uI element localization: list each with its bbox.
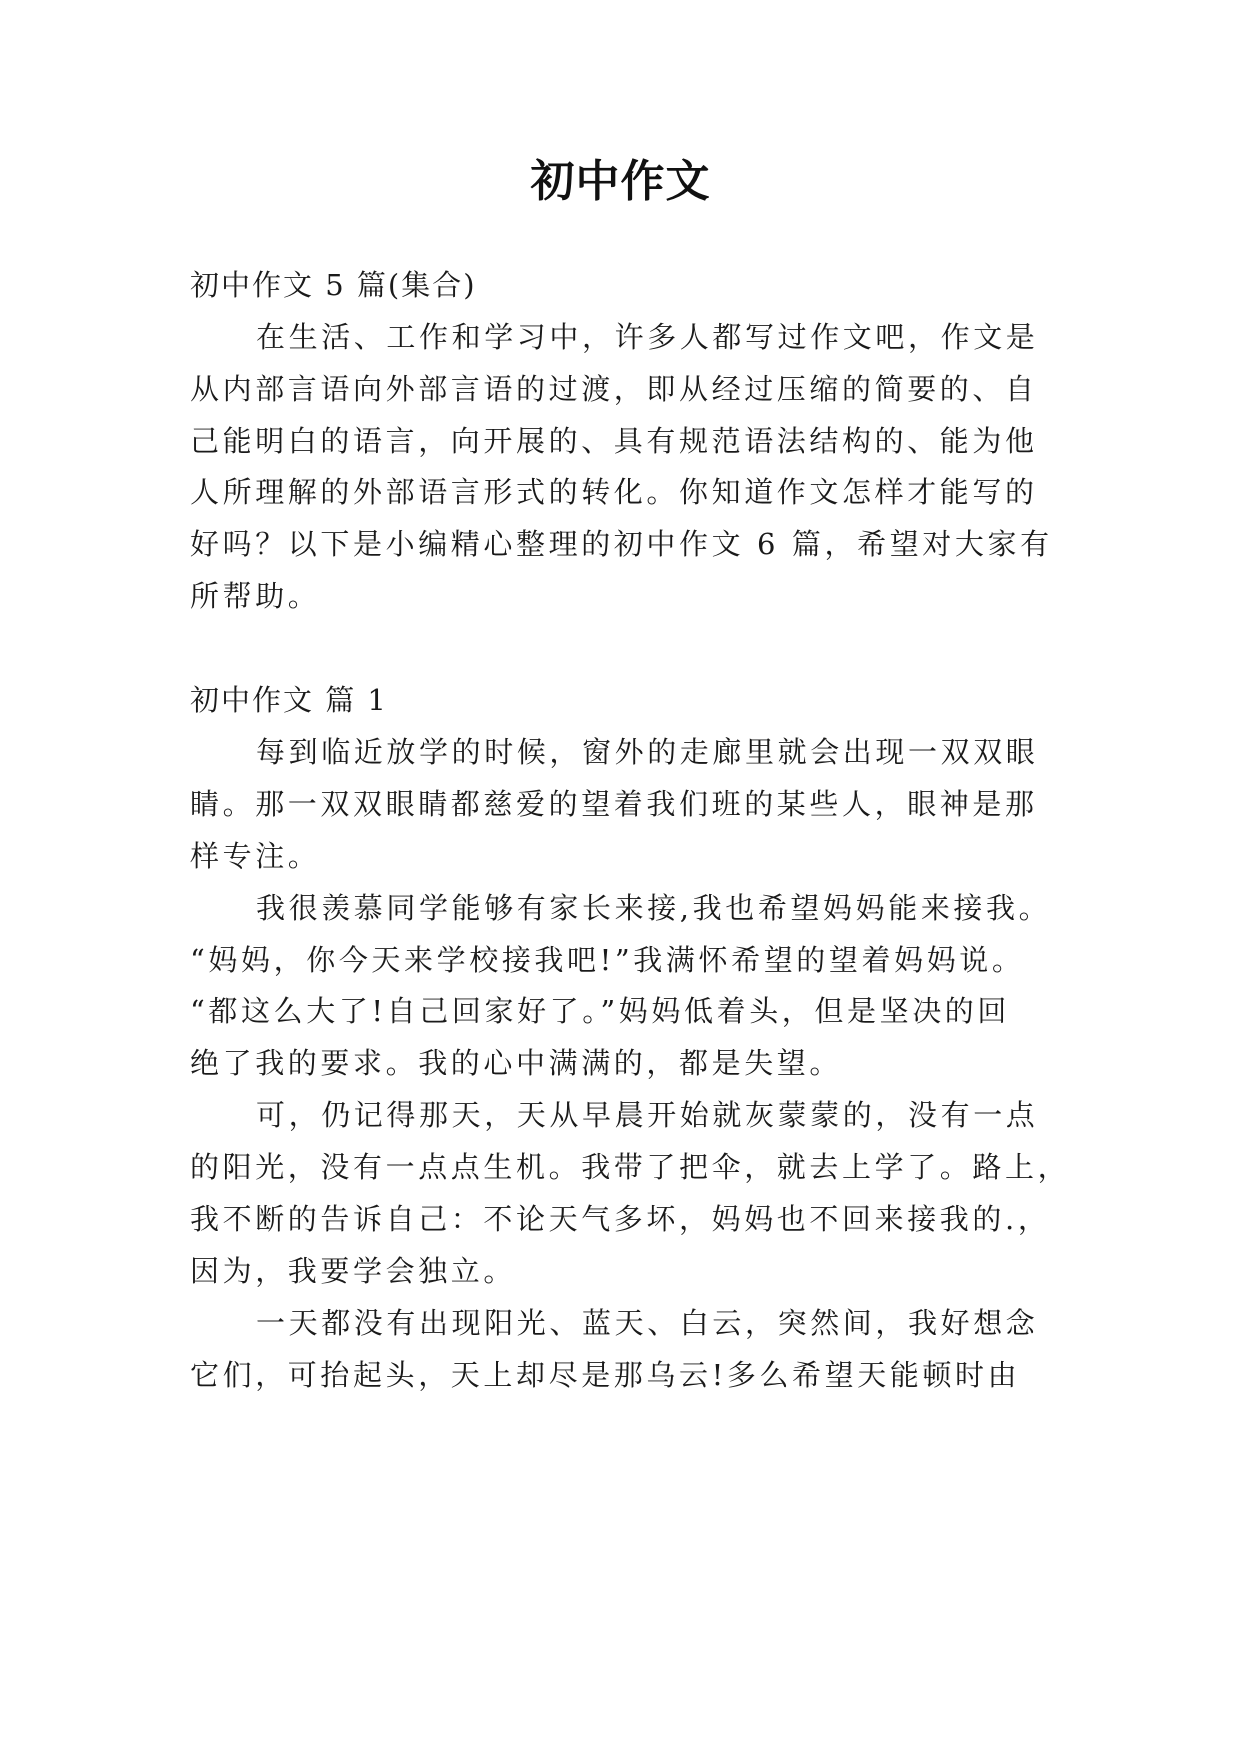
essay-line: “都这么大了!自己回家好了。”妈妈低着头，但是坚决的回	[190, 994, 1011, 1028]
intro-line: 己能明白的语言，向开展的、具有规范语法结构的、能为他	[190, 424, 1038, 458]
intro-line: 从内部言语向外部言语的过渡，即从经过压缩的简要的、自	[190, 372, 1038, 406]
essay-line: 它们，可抬起头，天上却尽是那乌云!多么希望天能顿时由	[190, 1358, 1021, 1392]
essay-line: 因为，我要学会独立。	[190, 1254, 517, 1288]
essay-line: 我不断的告诉自己：不论天气多坏，妈妈也不回来接我的.，	[190, 1202, 1051, 1236]
essay-line: “妈妈，你今天来学校接我吧!”我满怀希望的望着妈妈说。	[190, 943, 1025, 977]
essay-line: 的阳光，没有一点点生机。我带了把伞，就去上学了。路上，	[190, 1150, 1071, 1184]
essay-line: 样专注。	[190, 839, 321, 873]
essay-line: 绝了我的要求。我的心中满满的，都是失望。	[190, 1046, 843, 1080]
essay-line: 一天都没有出现阳光、蓝天、白云，突然间，我好想念	[256, 1306, 1039, 1340]
essay-line: 可，仍记得那天，天从早晨开始就灰蒙蒙的，没有一点	[256, 1098, 1039, 1132]
intro-line: 在生活、工作和学习中，许多人都写过作文吧，作文是	[256, 320, 1039, 354]
essay-line: 睛。那一双双眼睛都慈爱的望着我们班的某些人，眼神是那	[190, 787, 1038, 821]
intro-line: 好吗？以下是小编精心整理的初中作文 6 篇，希望对大家有	[190, 527, 1053, 561]
intro-line: 所帮助。	[190, 579, 321, 613]
intro-line: 人所理解的外部语言形式的转化。你知道作文怎样才能写的	[190, 475, 1038, 509]
document-title: 初中作文	[530, 156, 711, 207]
intro-subtitle: 初中作文 5 篇(集合)	[190, 268, 477, 302]
essay-line: 每到临近放学的时候，窗外的走廊里就会出现一双双眼	[256, 735, 1039, 769]
essay-line: 我很羡慕同学能够有家长来接,我也希望妈妈能来接我。	[256, 891, 1052, 925]
essay-heading: 初中作文 篇 1	[190, 683, 388, 717]
